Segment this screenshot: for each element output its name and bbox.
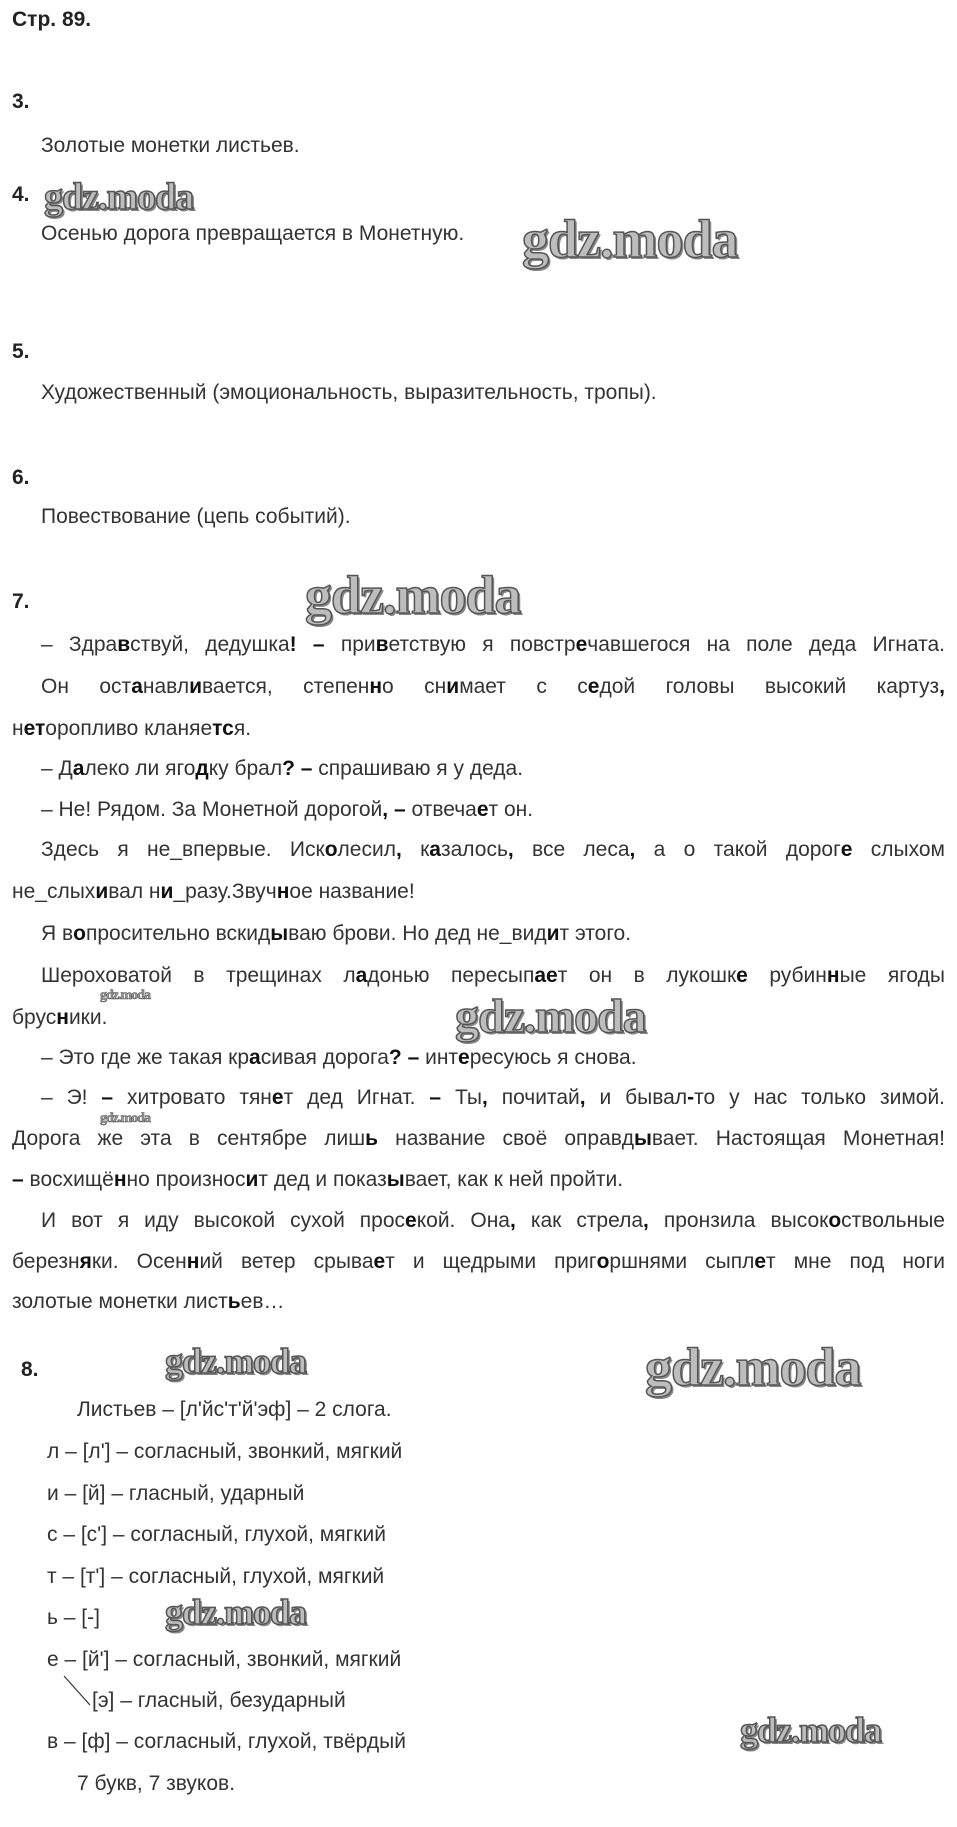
watermark-logo: gdz.moda bbox=[740, 1710, 882, 1750]
watermark-logo: gdz.moda bbox=[44, 176, 194, 218]
phonetic-row: и – [й] – гласный, ударный bbox=[47, 1482, 305, 1505]
text-line: – Здравствуй, дедушка! – приветствую я повстречавшегося на поле деда Игната. bbox=[41, 633, 945, 656]
text-line: – Это где же такая красивая дорога? – интересуюсь я снова. bbox=[41, 1046, 637, 1069]
question-5-answer: Художественный (эмоциональность, выразительность, тропы). bbox=[41, 381, 657, 404]
text-line: не_слыхивал ни_разу.Звучное название! bbox=[12, 880, 415, 903]
watermark-logo: gdz.moda bbox=[165, 1341, 307, 1381]
text-line: Он останавливается, степенно снимает с седой головы высокий картуз, bbox=[41, 675, 945, 698]
question-8-number: 8. bbox=[21, 1358, 39, 1381]
text-line: И вот я иду высокой сухой просекой. Она, как стрела, пронзила высокоствольные bbox=[41, 1209, 945, 1232]
phonetic-row: ь – [-] bbox=[47, 1606, 100, 1629]
phonetic-row: в – [ф] – согласный, глухой, твёрдый bbox=[47, 1730, 406, 1753]
phonetic-row: е – [й'] – согласный, звонкий, мягкий bbox=[47, 1648, 402, 1671]
watermark-logo: gdz.moda bbox=[100, 988, 150, 1003]
watermark-logo: gdz.moda bbox=[100, 1111, 150, 1126]
text-line: Дорога же эта в сентябре лишь название своё оправдывает. Настоящая Монетная! bbox=[12, 1127, 945, 1150]
page-label: Стр. 89. bbox=[12, 8, 92, 31]
watermark-logo: gdz.moda bbox=[455, 990, 646, 1043]
watermark-logo: gdz.moda bbox=[305, 565, 521, 625]
question-5-number: 5. bbox=[12, 340, 30, 363]
text-line: – Далеко ли ягодку брал? – спрашиваю я у деда. bbox=[41, 757, 524, 780]
text-line: Здесь я не_впервые. Исколесил, казалось, все леса, а о такой дороге слыхом bbox=[41, 838, 945, 861]
phonetic-row: [э] – гласный, безударный bbox=[92, 1689, 346, 1712]
text-line: неторопливо кланяется. bbox=[12, 717, 252, 740]
text-line: брусники. bbox=[12, 1006, 108, 1029]
watermark-logo: gdz.moda bbox=[165, 1592, 307, 1632]
text-line: золотые монетки листьев… bbox=[12, 1290, 285, 1313]
question-7-number: 7. bbox=[12, 590, 30, 613]
text-line: Я вопросительно вскидываю брови. Но дед не_видит этого. bbox=[41, 922, 632, 945]
phonetic-word: Листьев – [л'йс'т'й'эф] – 2 слога. bbox=[77, 1398, 392, 1421]
text-line: – Э! – хитровато тянет дед Игнат. – Ты, почитай, и бывал-то у нас только зимой. bbox=[41, 1086, 945, 1109]
phonetic-row: с – [с'] – согласный, глухой, мягкий bbox=[47, 1523, 386, 1546]
text-line: Шероховатой в трещинах ладонью пересыпает он в лукошке рубинные ягоды bbox=[41, 964, 945, 987]
phonetic-row: т – [т'] – согласный, глухой, мягкий bbox=[47, 1565, 385, 1588]
text-line: – восхищённо произносит дед и показывает, как к ней пройти. bbox=[12, 1168, 624, 1191]
phonetic-row: л – [л'] – согласный, звонкий, мягкий bbox=[47, 1440, 403, 1463]
question-6-answer: Повествование (цепь событий). bbox=[41, 505, 351, 528]
phonetic-summary: 7 букв, 7 звуков. bbox=[77, 1772, 236, 1795]
question-3-number: 3. bbox=[12, 90, 30, 113]
question-4-answer: Осенью дорога превращается в Монетную. bbox=[41, 222, 465, 245]
text-line: березняки. Осенний ветер срывает и щедрыми пригоршнями сыплет мне под ноги bbox=[12, 1250, 945, 1273]
watermark-logo: gdz.moda bbox=[522, 209, 738, 269]
question-4-number: 4. bbox=[12, 183, 30, 206]
text-line: – Не! Рядом. За Монетной дорогой, – отвечает он. bbox=[41, 798, 534, 821]
question-3-answer: Золотые монетки листьев. bbox=[41, 134, 300, 157]
watermark-logo: gdz.moda bbox=[645, 1337, 861, 1397]
question-6-number: 6. bbox=[12, 466, 30, 489]
